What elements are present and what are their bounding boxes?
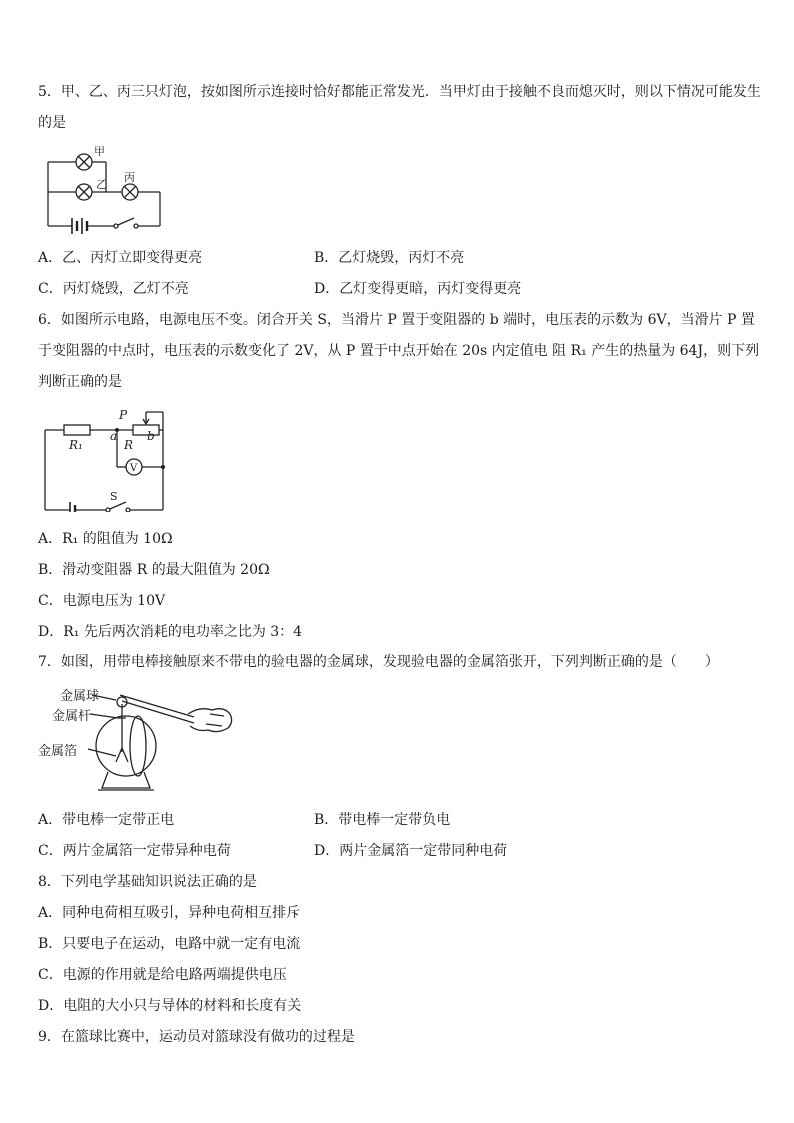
q8-option-c[interactable]: C．电源的作用就是给电路两端提供电压 — [38, 967, 287, 983]
q7-option-d[interactable]: D．两片金属箔一定带同种电荷 — [314, 843, 508, 859]
label-metal-ball: 金属球 — [60, 689, 100, 704]
q7-option-b[interactable]: B．带电棒一定带负电 — [314, 812, 451, 828]
q6-option-a[interactable]: A．R₁ 的阻值为 10Ω — [38, 531, 173, 547]
label-metal-foil: 金属箔 — [38, 744, 78, 759]
q5-option-c[interactable]: C．丙灯烧毁，乙灯不亮 — [38, 281, 189, 297]
q5-circuit-figure — [40, 142, 180, 234]
q7-option-a[interactable]: A．带电棒一定带正电 — [38, 812, 175, 828]
q8-stem-line1: 8．下列电学基础知识说法正确的是 — [38, 874, 257, 890]
q6-option-d[interactable]: D．R₁ 先后两次消耗的电功率之比为 3：4 — [38, 624, 303, 640]
hand-icon — [188, 709, 232, 732]
q6-stem-line2: 于变阻器的中点时，电压表的示数变化了 2V，从 P 置于中点开始在 20s 内定值电 阻 R₁ 产生的热量为 64J，则下列 — [38, 343, 760, 359]
q5-stem-line1: 5．甲、乙、丙三只灯泡，按如图所示连接时恰好都能正常发光．当甲灯由于接触不良而熄灭时，则以下情况可能发生 — [38, 84, 761, 100]
rheostat-icon — [133, 425, 159, 435]
q6-option-b[interactable]: B．滑动变阻器 R 的最大阻值为 20Ω — [38, 562, 270, 578]
q5-option-d[interactable]: D．乙灯变得更暗，丙灯变得更亮 — [314, 281, 522, 297]
resistor-r1-icon — [64, 425, 90, 435]
q9-stem-line1: 9．在篮球比赛中，运动员对篮球没有做功的过程是 — [38, 1029, 355, 1045]
label-p: P — [119, 408, 128, 422]
q5-stem-line2: 的是 — [38, 115, 66, 131]
label-bing: 丙 — [124, 171, 135, 184]
q7-option-c[interactable]: C．两片金属箔一定带异种电荷 — [38, 843, 231, 859]
electroscope-case-icon — [96, 716, 156, 776]
q5-option-b[interactable]: B．乙灯烧毁，丙灯不亮 — [314, 250, 465, 266]
q6-circuit-figure — [40, 404, 170, 512]
q5-option-a[interactable]: A．乙、丙灯立即变得更亮 — [38, 250, 203, 266]
label-jia: 甲 — [94, 145, 105, 158]
q7-electroscope-figure — [38, 684, 238, 800]
label-r1: R₁ — [69, 438, 83, 452]
label-s: S — [110, 490, 118, 503]
label-yi: 乙 — [96, 178, 107, 191]
label-b: b — [147, 429, 155, 443]
q7-stem-line1: 7．如图，用带电棒接触原来不带电的验电器的金属球，发现验电器的金属箔张开，下列判断正确的是（ ） — [38, 654, 719, 670]
q8-option-b[interactable]: B．只要电子在运动，电路中就一定有电流 — [38, 936, 301, 952]
q6-stem-line1: 6．如图所示电路，电源电压不变。闭合开关 S，当滑片 P 置于变阻器的 b 端时，电压表的示数为 6V，当滑片 P 置 — [38, 312, 755, 328]
q8-option-a[interactable]: A．同种电荷相互吸引，异种电荷相互排斥 — [38, 905, 301, 921]
label-a: a — [110, 429, 118, 443]
q6-option-c[interactable]: C．电源电压为 10V — [38, 593, 166, 609]
q8-option-d[interactable]: D．电阻的大小只与导体的材料和长度有关 — [38, 998, 302, 1014]
label-metal-rod: 金属杆 — [52, 709, 92, 724]
q6-stem-line3: 判断正确的是 — [38, 374, 122, 390]
label-v: V — [130, 463, 138, 474]
label-r: R — [124, 438, 134, 452]
